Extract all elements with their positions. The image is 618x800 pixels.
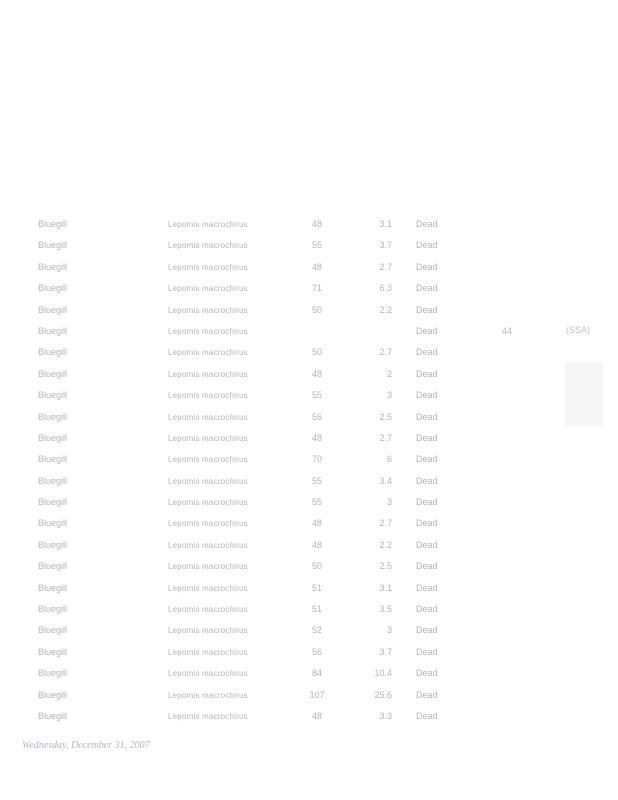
- weight-cell: 2.7: [379, 432, 392, 443]
- length-cell: 55: [311, 497, 322, 508]
- weight-cell: 3.1: [379, 582, 392, 593]
- length-cell: 50: [311, 561, 322, 572]
- table-row: [0, 278, 450, 299]
- table-row: [0, 642, 450, 663]
- common-name-cell: Bluegill: [38, 304, 68, 315]
- scientific-name-cell: Lepomis macrochirus: [168, 412, 248, 422]
- status-cell: Dead: [416, 539, 438, 550]
- status-cell: Dead: [416, 347, 438, 358]
- table-row: [0, 428, 450, 449]
- common-name-cell: Bluegill: [38, 347, 68, 358]
- weight-cell: 2.2: [379, 539, 392, 550]
- scientific-name-cell: Lepomis macrochirus: [168, 711, 248, 721]
- length-cell: 50: [311, 304, 322, 315]
- table-row: [0, 385, 450, 406]
- scientific-name-cell: Lepomis macrochirus: [168, 326, 248, 336]
- weight-cell: 3: [386, 497, 392, 508]
- length-cell: 56: [311, 411, 322, 422]
- length-cell: 107: [309, 689, 325, 700]
- length-cell: 52: [311, 625, 322, 636]
- footer-date: Wednesday, December 31, 2007: [22, 740, 150, 751]
- status-cell: Dead: [416, 497, 438, 508]
- table-row: [0, 257, 450, 278]
- table-row: [0, 449, 450, 470]
- weight-cell: 3.5: [379, 604, 392, 615]
- table-row: [0, 535, 450, 556]
- table-row: [0, 578, 450, 599]
- length-cell: 51: [311, 604, 322, 615]
- weight-cell: 3.1: [379, 219, 392, 229]
- status-cell: Dead: [416, 582, 438, 593]
- status-cell: Dead: [416, 390, 438, 401]
- common-name-cell: Bluegill: [38, 710, 68, 721]
- status-cell: Dead: [416, 304, 438, 315]
- table-row: [0, 342, 450, 363]
- scientific-name-cell: Lepomis macrochirus: [168, 605, 248, 615]
- scientific-name-cell: Lepomis macrochirus: [168, 391, 248, 401]
- length-cell: 48: [311, 368, 322, 379]
- table-row: [0, 663, 450, 684]
- scientific-name-cell: Lepomis macrochirus: [168, 498, 248, 508]
- status-cell: Dead: [416, 261, 438, 272]
- common-name-cell: Bluegill: [38, 240, 68, 251]
- table-row: [0, 214, 450, 235]
- common-name-cell: Bluegill: [38, 625, 68, 636]
- table-row: [0, 685, 450, 706]
- status-cell: Dead: [416, 625, 438, 636]
- status-cell: Dead: [416, 219, 438, 229]
- table-row: [0, 492, 450, 513]
- length-cell: 51: [311, 582, 322, 593]
- faint-block: [565, 362, 603, 426]
- table-row: [0, 321, 450, 342]
- common-name-cell: Bluegill: [38, 646, 68, 657]
- common-name-cell: Bluegill: [38, 475, 68, 486]
- weight-cell: 10.4: [374, 668, 392, 679]
- common-name-cell: Bluegill: [38, 497, 68, 508]
- status-cell: Dead: [416, 518, 438, 529]
- common-name-cell: Bluegill: [38, 411, 68, 422]
- weight-cell: 6.3: [379, 283, 392, 294]
- common-name-cell: Bluegill: [38, 261, 68, 272]
- weight-cell: 2.5: [379, 411, 392, 422]
- scientific-name-cell: Lepomis macrochirus: [168, 284, 248, 294]
- status-cell: Dead: [416, 432, 438, 443]
- common-name-cell: Bluegill: [38, 539, 68, 550]
- length-cell: 71: [311, 283, 322, 294]
- weight-cell: 3.3: [379, 710, 392, 721]
- scientific-name-cell: Lepomis macrochirus: [168, 348, 248, 358]
- table-row: [0, 364, 450, 385]
- common-name-cell: Bluegill: [38, 518, 68, 529]
- common-name-cell: Bluegill: [38, 604, 68, 615]
- length-cell: 50: [311, 347, 322, 358]
- length-cell: 56: [311, 646, 322, 657]
- common-name-cell: Bluegill: [38, 219, 68, 229]
- common-name-cell: Bluegill: [38, 368, 68, 379]
- table-row: [0, 599, 450, 620]
- status-cell: Dead: [416, 368, 438, 379]
- common-name-cell: Bluegill: [38, 689, 68, 700]
- scientific-name-cell: Lepomis macrochirus: [168, 647, 248, 657]
- weight-cell: 2.7: [379, 518, 392, 529]
- table-row: [0, 471, 450, 492]
- table-row: [0, 706, 450, 727]
- table-row: [0, 556, 450, 577]
- status-cell: Dead: [416, 710, 438, 721]
- scientific-name-cell: Lepomis macrochirus: [168, 220, 248, 229]
- common-name-cell: Bluegill: [38, 432, 68, 443]
- scientific-name-cell: Lepomis macrochirus: [168, 519, 248, 529]
- length-cell: 70: [311, 454, 322, 465]
- table-row: [0, 513, 450, 534]
- scientific-name-cell: Lepomis macrochirus: [168, 669, 248, 679]
- status-cell: Dead: [416, 604, 438, 615]
- weight-cell: 6: [386, 454, 392, 465]
- data-table: [0, 214, 450, 727]
- status-cell: Dead: [416, 283, 438, 294]
- scientific-name-cell: Lepomis macrochirus: [168, 241, 248, 251]
- side-label: (SSA): [566, 325, 591, 335]
- length-cell: 48: [311, 432, 322, 443]
- table-row: [0, 620, 450, 641]
- scientific-name-cell: Lepomis macrochirus: [168, 433, 248, 443]
- length-cell: 84: [311, 668, 322, 679]
- weight-cell: 3: [386, 625, 392, 636]
- length-cell: 48: [311, 710, 322, 721]
- side-number: 44: [502, 326, 513, 336]
- status-cell: Dead: [416, 689, 438, 700]
- weight-cell: 2.2: [379, 304, 392, 315]
- weight-cell: 25.6: [374, 689, 392, 700]
- weight-cell: 3.7: [379, 646, 392, 657]
- common-name-cell: Bluegill: [38, 668, 68, 679]
- table-row: [0, 407, 450, 428]
- scientific-name-cell: Lepomis macrochirus: [168, 305, 248, 315]
- weight-cell: 2: [386, 368, 392, 379]
- weight-cell: 2.5: [379, 561, 392, 572]
- scientific-name-cell: Lepomis macrochirus: [168, 626, 248, 636]
- scientific-name-cell: Lepomis macrochirus: [168, 583, 248, 593]
- weight-cell: 3.7: [379, 240, 392, 251]
- table-row: [0, 235, 450, 256]
- status-cell: Dead: [416, 646, 438, 657]
- weight-cell: 3.4: [379, 475, 392, 486]
- weight-cell: 3: [386, 390, 392, 401]
- length-cell: 48: [311, 518, 322, 529]
- status-cell: Dead: [416, 411, 438, 422]
- status-cell: Dead: [416, 561, 438, 572]
- common-name-cell: Bluegill: [38, 454, 68, 465]
- table-row: [0, 300, 450, 321]
- status-cell: Dead: [416, 325, 438, 336]
- weight-cell: 2.7: [379, 347, 392, 358]
- length-cell: 48: [311, 261, 322, 272]
- common-name-cell: Bluegill: [38, 582, 68, 593]
- length-cell: 55: [311, 475, 322, 486]
- common-name-cell: Bluegill: [38, 283, 68, 294]
- scientific-name-cell: Lepomis macrochirus: [168, 540, 248, 550]
- status-cell: Dead: [416, 475, 438, 486]
- length-cell: 55: [311, 390, 322, 401]
- status-cell: Dead: [416, 668, 438, 679]
- length-cell: 55: [311, 240, 322, 251]
- weight-cell: 2.7: [379, 261, 392, 272]
- scientific-name-cell: Lepomis macrochirus: [168, 262, 248, 272]
- status-cell: Dead: [416, 240, 438, 251]
- scientific-name-cell: Lepomis macrochirus: [168, 369, 248, 379]
- scientific-name-cell: Lepomis macrochirus: [168, 476, 248, 486]
- scientific-name-cell: Lepomis macrochirus: [168, 690, 248, 700]
- scientific-name-cell: Lepomis macrochirus: [168, 562, 248, 572]
- common-name-cell: Bluegill: [38, 325, 68, 336]
- scientific-name-cell: Lepomis macrochirus: [168, 455, 248, 465]
- common-name-cell: Bluegill: [38, 561, 68, 572]
- status-cell: Dead: [416, 454, 438, 465]
- length-cell: 48: [311, 219, 322, 229]
- length-cell: 48: [311, 539, 322, 550]
- common-name-cell: Bluegill: [38, 390, 68, 401]
